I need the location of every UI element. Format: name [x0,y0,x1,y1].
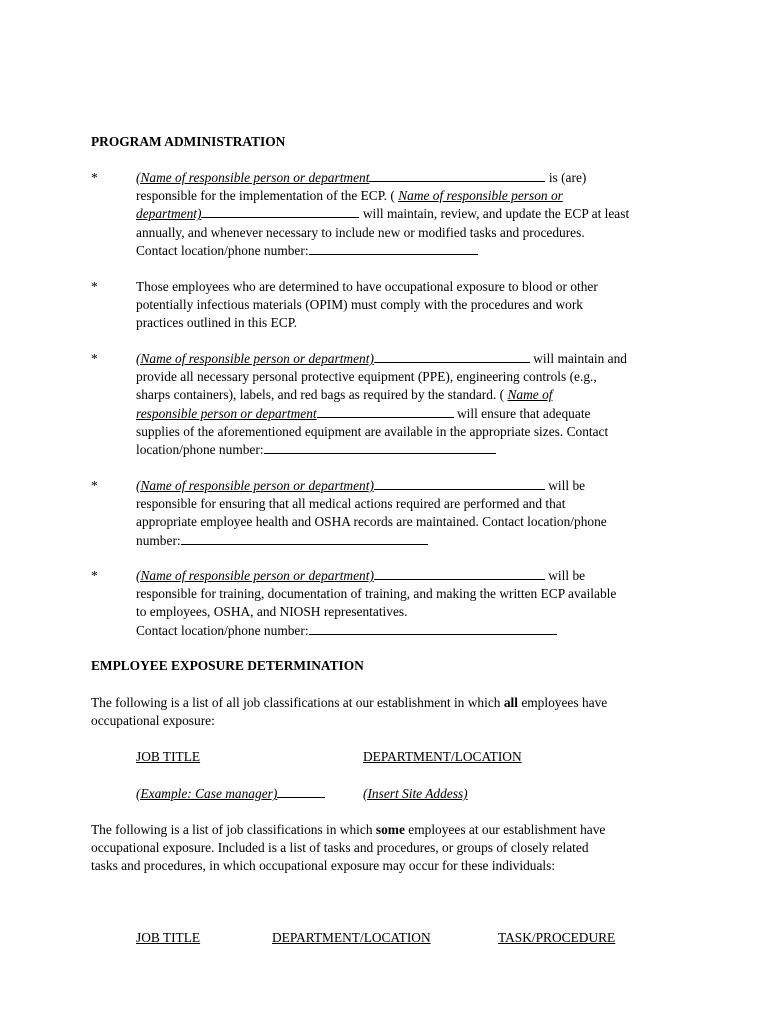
fill-in-blank [181,532,428,545]
contact-label: Contact location/phone number: [136,622,309,638]
fill-in-blank [309,622,557,635]
example-site-address: (Insert Site Addess) [363,786,468,801]
column-header-job-title: JOB TITLE [136,749,201,764]
body-text: responsible for training, documentation of training, and making the written ECP available [136,586,617,602]
fill-in-blank [317,405,454,418]
all-employees-intro [91,694,691,730]
body-text: will ensure that adequate [457,405,591,421]
bullet-marker: * [91,279,98,294]
body-text: will maintain, review, and update the ECP at least [362,206,630,222]
body-text: tasks and procedures, in which occupational exposure may occur for these individuals: [91,858,556,874]
body-text: will be [548,568,586,583]
placeholder-text: (Example: Case manager) [136,786,278,801]
body-text: annually, and whenever necessary to include new or modified tasks and procedures. [136,224,585,240]
fill-in-blank [264,441,496,454]
body-text: employees at our establishment have [408,822,606,837]
admin-item-2 [136,278,681,333]
column-header-task-procedure: TASK/PROCEDURE [498,930,616,945]
section-heading-program-administration: PROGRAM ADMINISTRATION [91,134,286,149]
admin-item-1 [136,169,681,260]
placeholder-text: responsible person or department [136,405,317,421]
section-heading-employee-exposure: EMPLOYEE EXPOSURE DETERMINATION [91,658,364,673]
placeholder-text: (Name of responsible person or department) [136,568,374,583]
column-header-job-title-2: JOB TITLE [136,930,201,945]
body-text: employees have [521,695,608,710]
bullet-marker: * [91,568,98,583]
fill-in-blank [201,205,359,218]
example-job-title [136,785,325,803]
placeholder-text: (Name of responsible person or department) [136,351,374,366]
emphasis-some: some [375,822,405,837]
body-text: responsible for ensuring that all medical actions required are performed and that [136,496,566,512]
fill-in-blank [369,169,545,182]
column-header-department-location-2: DEPARTMENT/LOCATION [272,930,431,945]
contact-label: location/phone number: [136,442,264,458]
contact-label: Contact location/phone number: [136,242,309,258]
fill-in-blank [374,567,545,580]
fill-in-blank [374,477,545,490]
body-text: occupational exposure. Included is a list of tasks and procedures, or groups of closely related [91,840,589,856]
admin-item-3 [136,350,681,459]
body-text: The following is a list of all job classifications at our establishment in which [91,695,501,710]
admin-item-5 [136,567,681,640]
contact-label: number: [136,532,181,548]
placeholder-text: (Name of responsible person or department) [136,478,374,493]
placeholder-text: department) [136,206,202,222]
fill-in-blank [309,242,478,255]
placeholder-text: Name of [507,387,553,403]
placeholder-text: (Name of responsible person or department [136,170,370,185]
body-text: provide all necessary personal protective equipment (PPE), engineering controls (e.g., [136,369,597,385]
placeholder-text: Name of responsible person or [398,188,563,204]
body-text: practices outlined in this ECP. [136,315,298,331]
fill-in-blank [374,350,530,363]
body-text: responsible for the implementation of the ECP. ( [136,188,395,204]
bullet-marker: * [91,170,98,185]
body-text: potentially infectious materials (OPIM) must comply with the procedures and work [136,297,583,313]
body-text: is (are) [548,170,587,185]
body-text: supplies of the aforementioned equipment are available in the appropriate sizes. Contact [136,423,609,439]
body-text: Those employees who are determined to have occupational exposure to blood or other [136,279,598,294]
fill-in-blank [277,785,325,798]
body-text: will maintain and [533,351,627,366]
body-text: appropriate employee health and OSHA records are maintained. Contact location/phone [136,514,607,530]
body-text: to employees, OSHA, and NIOSH representatives. [136,604,408,620]
column-header-department-location: DEPARTMENT/LOCATION [363,749,522,764]
bullet-marker: * [91,478,98,493]
admin-item-4 [136,477,681,550]
emphasis-all: all [503,695,518,710]
some-employees-intro [91,821,691,876]
body-text: will be [548,478,586,493]
body-text: The following is a list of job classifications in which [91,822,373,837]
bullet-marker: * [91,351,98,366]
body-text: sharps containers), labels, and red bags as required by the standard. ( [136,387,505,403]
body-text: occupational exposure: [91,713,215,729]
